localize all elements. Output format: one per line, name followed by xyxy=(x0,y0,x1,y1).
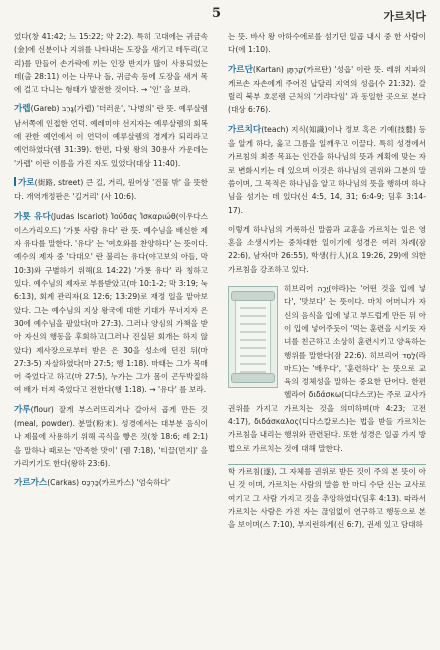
entry-headword: 가르가스 xyxy=(14,478,48,489)
scroll-rod-bottom xyxy=(231,373,275,383)
entry-paragraph: 학 가르침(遂), 그 자체를 권위로 받든 것이 주의 본 뜻이 아닌 것 이며, 가르치는 사람의 말씀 한 마디 수단 신는 교사로 여기고 그 사람 가지고 것을 추앙하였다(딤후 4:13). 따라서 가르치는 사람은 가진 자는 끊임없이 연구하고 행동으로 본을 보이며(스 7:10), 부지런하게(신 6:7), 권세 있고 담대하 xyxy=(228,466,426,530)
page-number: 5 xyxy=(212,6,222,21)
continuation-text: 었다(창 41:42; 느 15:22; 약 2:2). 특히 고대에는 귀금속(金)에 신분이나 지위를 나타내는 도장을 새기고 테두리(고리)를 만들어 손가락에 끼는 인장 반지가 많이 사용되었는데(출 28:11) 이는 나무나 돌, 귀금속 등에 도장을 새겨 목에 걸고 다니는 형태가 발전한 것이다. → '인' 을 보라. xyxy=(14,32,208,95)
entry-headword: 가루 xyxy=(14,404,31,415)
entry-body: (Gareb) גָּרֵב(가렙) '더러운', '나병의' 란 뜻. 예루살렘 남서쪽에 인접한 언덕. 예레미야 선지자는 예루살렘의 회복에 관한 예언에서 이 언덕이 예루살렘의 경계가 되리라고 예언하였다(렘 31:39). 한편, 다윗 왕의 30용사 가운데는 '가렙' 이란 이름을 가진 자도 있었다(대상 11:40). xyxy=(14,104,208,168)
left-column xyxy=(14,30,208,642)
entry-body: (Carkas) כַּרְכַּס(카르카스) '엄숙하다' xyxy=(47,478,170,488)
torah-scroll-illustration xyxy=(228,286,278,388)
scroll-illustrated-section xyxy=(228,282,426,465)
dictionary-entry xyxy=(14,403,208,470)
scroll-sheet xyxy=(235,301,271,373)
entry-headword: 가르치다 xyxy=(228,124,262,135)
entry-headword: 가르단 xyxy=(228,64,253,75)
entry-body: (Judas Iscariot) Ἰούδας Ἰσκαριώθ(이우다스 이스가리오드) '가룟 사람 유다' 란 뜻. 예수님을 배신한 제자 유다를 말한다. '유다' 는 '여호와를 찬양하다' 는 뜻이다. 예수의 제자 중 '다대오' 란 불리는 유다(야고보의 아들, 막 10:3)와 구별하기 위해(요 14:22) '가룟 유다' 라 칭하고 있다. 예수님의 제자로 부름받았고(마 10:1-2; 막 3:19; 눅 6:13), 회계 관리자(요 12:6; 13:29)로 재정 일을 맡아보았다. 그는 예수님의 지상 왕국에 대한 기대가 무너지자 은 30에 예수님을 팔았다(마 27:3). 그러나 양심의 가책을 받아 자신의 행동을 후회하고(그러나 진실된 회개는 하지 않았다) 제사장으로부터 받은 은 30을 성소에 던진 뒤(마 27:3-5) 자살하였다(마 27:5; 행 1:18). 마태는 그가 목매어 죽었다고 하고(마 27:5), 누가는 그가 몸이 곤두박질하여 배가 터져 죽었다고 전한다(행 1:18). → '유다' 를 보라. xyxy=(14,211,208,395)
entry-body: (Kartan) קַרְתָּן(카르탄) '성읍' 이란 뜻. 레위 지파의 게르손 자손에게 주어진 납달리 지역의 성읍(수 21:32). 갈릴리 북부 호론렘 근처의 '기랴다임' 과 동일한 곳으로 본다(대상 6:76). xyxy=(228,64,426,115)
dictionary-entry xyxy=(14,176,208,204)
dictionary-entry xyxy=(14,476,208,490)
right-column xyxy=(228,30,426,642)
continuation-text: 는 뜻. 바사 왕 아하수에로를 섬기던 일곱 내시 중 한 사람이다(에 1:10). xyxy=(228,32,426,55)
dictionary-entry xyxy=(228,63,426,117)
entry-paragraph: 히브리어 יָרָה(야라)는 '어떤 것을 입에 넣다', '맛보다' 는 뜻이다. 마치 어머니가 자신의 음식을 입에 넣고 부드럽게 만든 뒤 아이 입에 넣어주듯이 '먹는 훈련을 시키듯 자녀를 친근하고 소상히 훈련시키고 양육하는 행위를 말한다(잠 22:6). 히브리어 לָמַד(라마드)는 '배우다', '훈련하다' 는 뜻으로 교육의 정체성을 말하는 중요한 단어다. 한편 헬라어 διδάσκω(디다스코)는 주로 교사가 권위를 가지고 가르치는 것을 의미하며(마 4:23; 고전 4:17), διδάσκαλος(디다스칼로스)는 법을 받들 가르치는 가르침을 내리는 행위와 관련된다. 또한 성경은 일곱 가지 방법으로 가르치는 것에 대해 말한다. xyxy=(228,284,426,453)
entry-marker-icon xyxy=(14,177,16,186)
running-head: 가르치다 xyxy=(383,10,426,23)
scroll-rod-top xyxy=(231,291,275,301)
entry-headword: 가로 xyxy=(18,177,35,188)
page-header xyxy=(0,0,440,30)
entry-headword: 가룟 유다 xyxy=(14,211,51,222)
dictionary-entry xyxy=(14,210,208,397)
entry-body: (街路, street) 큰 길, 거리, 원어상 '건물 밖' 을 뜻한다. 개역개정판은 '길거리' (사 10:6). xyxy=(14,177,208,202)
entry-paragraph: 이렇게 하나님의 거룩하신 말씀과 교훈을 가르치는 일은 영혼을 소생시키는 중차대한 일이기에 성경은 여러 차례(잠 22:6), 남자(마 26:55), 학생(行人)(요 19:26, 29)에 의한 가르침을 강조하고 있다. xyxy=(228,224,426,274)
dictionary-entry xyxy=(14,102,208,169)
entry-headword: 가렙 xyxy=(14,104,31,115)
entry-body: (flour) 잘게 부스러뜨리거나 갈아서 곱게 만든 것(meal, powder). 분말(粉末). 성경에서는 대부분 음식이나 제물에 사용하기 위해 곡식을 빻은 것(창 18:6; 레 2:1)을 말하나 때로는 '만족한 맛이' (렘 7:18), '티끌(먼지)' 을 가리키기도 한다(왕하 23:6). xyxy=(14,404,208,468)
entry-body: (teach) 지식(知識)이나 정보 혹은 기예(技藝) 등을 알게 하다, 옳고 그름을 일깨우고 이끌다. 특히 성경에서 가르침의 최종 목표는 인간을 하나님의 뜻과 계획에 맞는 자로 변화시키는 데 있으며 이것은 하나님의 권위와 그분의 말씀이며, 그 목적은 하나님을 알고 하나님의 뜻을 행하며 하나님을 섬기는 데 있다(신 4:5, 14, 31; 6:4-9; 딤후 3:14-17). xyxy=(228,124,426,215)
dictionary-entry xyxy=(228,123,426,217)
